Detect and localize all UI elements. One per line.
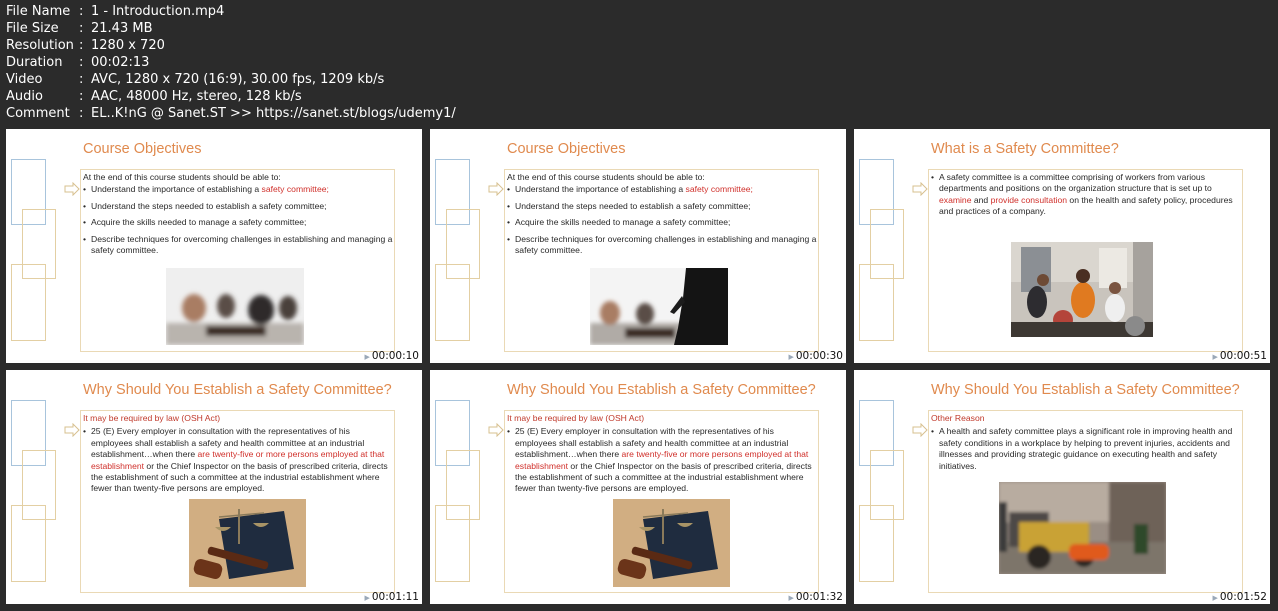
audio-value: AAC, 48000 Hz, stereo, 128 kb/s [91, 89, 302, 104]
timestamp-label: ▶ 00:01:32 [788, 591, 843, 603]
bullet-item: • Understand the importance of establishing a safety committee; [83, 184, 329, 195]
video-thumbnail[interactable] [430, 370, 846, 604]
bullet-item: • A health and safety committee plays a significant role in improving health and safety conditions in a workplace by helping to prevent injuries, accidents and illnesses and providing strategic guidance on executing health and safety initiatives. [931, 426, 1233, 471]
slide-title: Why Should You Establish a Safety Committee? [83, 382, 392, 398]
bullet-item: • A safety committee is a committee comprising of workers from various departments and positions on the organization structure that is set up to examine and provide consultation on the health and safety policy, procedures and practices of a company. [931, 172, 1233, 217]
file-info-row: Duration : 00:02:13 [6, 55, 150, 70]
committee-photo [1011, 242, 1153, 337]
file-info-row: Audio : AAC, 48000 Hz, stereo, 128 kb/s [6, 89, 302, 104]
slide-content [931, 172, 1241, 223]
arrow-right-icon [488, 182, 504, 196]
slide-title: Course Objectives [507, 141, 626, 157]
file-size-value: 21.43 MB [91, 21, 153, 36]
timestamp-label: ▶ 00:00:10 [364, 350, 419, 362]
bullet-item: • Understand the steps needed to establish a safety committee; [507, 200, 751, 211]
file-info-row: Video : AVC, 1280 x 720 (16:9), 30.00 fps, 1209 kb/s [6, 72, 385, 87]
slide-content: At the end of this course students should be able to: • Understand the importance of establishing a safety committee; • Understand the steps needed to establish a safety committee; • Acquire the skills needed to manage a safety committee; • Describe techniques for overcoming challenges in establishing and managing a safety committee. [83, 172, 393, 256]
timestamp-label: ▶ 00:01:52 [1212, 591, 1267, 603]
bullet-item: • Understand the importance of establishing a safety committee; [507, 184, 753, 195]
video-thumbnail[interactable] [6, 370, 422, 604]
slide-title: Course Objectives [83, 141, 202, 157]
timestamp-label: ▶ 00:01:11 [364, 591, 419, 603]
arrow-right-icon [64, 182, 80, 196]
slide-title: Why Should You Establish a Safety Committee? [507, 382, 816, 398]
timestamp-label: ▶ 00:00:30 [788, 350, 843, 362]
file-name-value: 1 - Introduction.mp4 [91, 4, 225, 19]
file-info-row: Resolution : 1280 x 720 [6, 38, 165, 53]
file-info-row: File Name : 1 - Introduction.mp4 [6, 4, 225, 19]
gavel-scales-photo [613, 499, 730, 587]
video-thumbnail[interactable] [854, 370, 1270, 604]
video-value: AVC, 1280 x 720 (16:9), 30.00 fps, 1209 kb/s [91, 72, 385, 87]
slide-content [83, 413, 393, 500]
file-info-row: Comment : EL..K!nG @ Sanet.ST >> https://sanet.st/blogs/udemy1/ [6, 106, 456, 121]
construction-site-photo [999, 482, 1166, 574]
bullet-item: • 25 (E) Every employer in consultation with the representatives of his employees shall establish a safety and health committee at an industrial establishment…when there are twenty-five or more persons employed at that establishment or the Chief Inspector on the basis of prescribed criteria, directs the establishment of such a committee at the industrial establishment where fewer than twenty-five persons are employed. [507, 426, 812, 494]
resolution-value: 1280 x 720 [91, 38, 165, 53]
comment-value: EL..K!nG @ Sanet.ST >> https://sanet.st/blogs/udemy1/ [91, 106, 456, 121]
gavel-scales-photo [189, 499, 306, 587]
file-info-row: File Size : 21.43 MB [6, 21, 153, 36]
arrow-right-icon [64, 423, 80, 437]
file-info-panel [6, 3, 456, 122]
slide-subheading: Other Reason [931, 413, 985, 423]
timestamp-label: ▶ 00:00:51 [1212, 350, 1267, 362]
slide-subheading: It may be required by law (OSH Act) [83, 413, 221, 423]
arrow-right-icon [912, 182, 928, 196]
slide-subheading: It may be required by law (OSH Act) [507, 413, 645, 423]
duration-value: 00:02:13 [91, 55, 150, 70]
bullet-item: • Understand the steps needed to establish a safety committee; [83, 200, 327, 211]
slide-decoration [859, 505, 894, 582]
slide-content: At the end of this course students should be able to: • Understand the importance of establishing a safety committee; • Understand the steps needed to establish a safety committee; • Acquire the skills needed to manage a safety committee; • Describe techniques for overcoming challenges in establishing and managing a safety committee. [507, 172, 817, 256]
slide-content [931, 413, 1241, 477]
slide-decoration [435, 505, 470, 582]
slide-decoration [11, 264, 46, 341]
slide-decoration [11, 505, 46, 582]
bullet-item: • Describe techniques for overcoming challenges in establishing and managing a safety committee. [83, 233, 393, 256]
bullet-item: • 25 (E) Every employer in consultation with the representatives of his employees shall establish a safety and health committee at an industrial establishment…when there are twenty-five or more persons employed at that establishment or the Chief Inspector on the basis of prescribed criteria, directs the establishment of such a committee at the industrial establishment where fewer than twenty-five persons are employed. [83, 426, 388, 494]
arrow-right-icon [488, 423, 504, 437]
bullet-item: • Describe techniques for overcoming challenges in establishing and managing a safety committee. [507, 233, 817, 256]
slide-title: What is a Safety Committee? [931, 141, 1119, 157]
video-thumbnail[interactable] [430, 129, 846, 363]
video-thumbnail[interactable] [6, 129, 422, 363]
slide-content [507, 413, 817, 500]
meeting-photo [166, 268, 304, 345]
meeting-photo [590, 268, 728, 345]
arrow-right-icon [912, 423, 928, 437]
slide-decoration [859, 264, 894, 341]
slide-title: Why Should You Establish a Safety Committee? [931, 382, 1240, 398]
video-thumbnail[interactable] [854, 129, 1270, 363]
bullet-item: • Acquire the skills needed to manage a safety committee; [507, 217, 731, 228]
slide-decoration [435, 264, 470, 341]
bullet-item: • Acquire the skills needed to manage a safety committee; [83, 217, 307, 228]
